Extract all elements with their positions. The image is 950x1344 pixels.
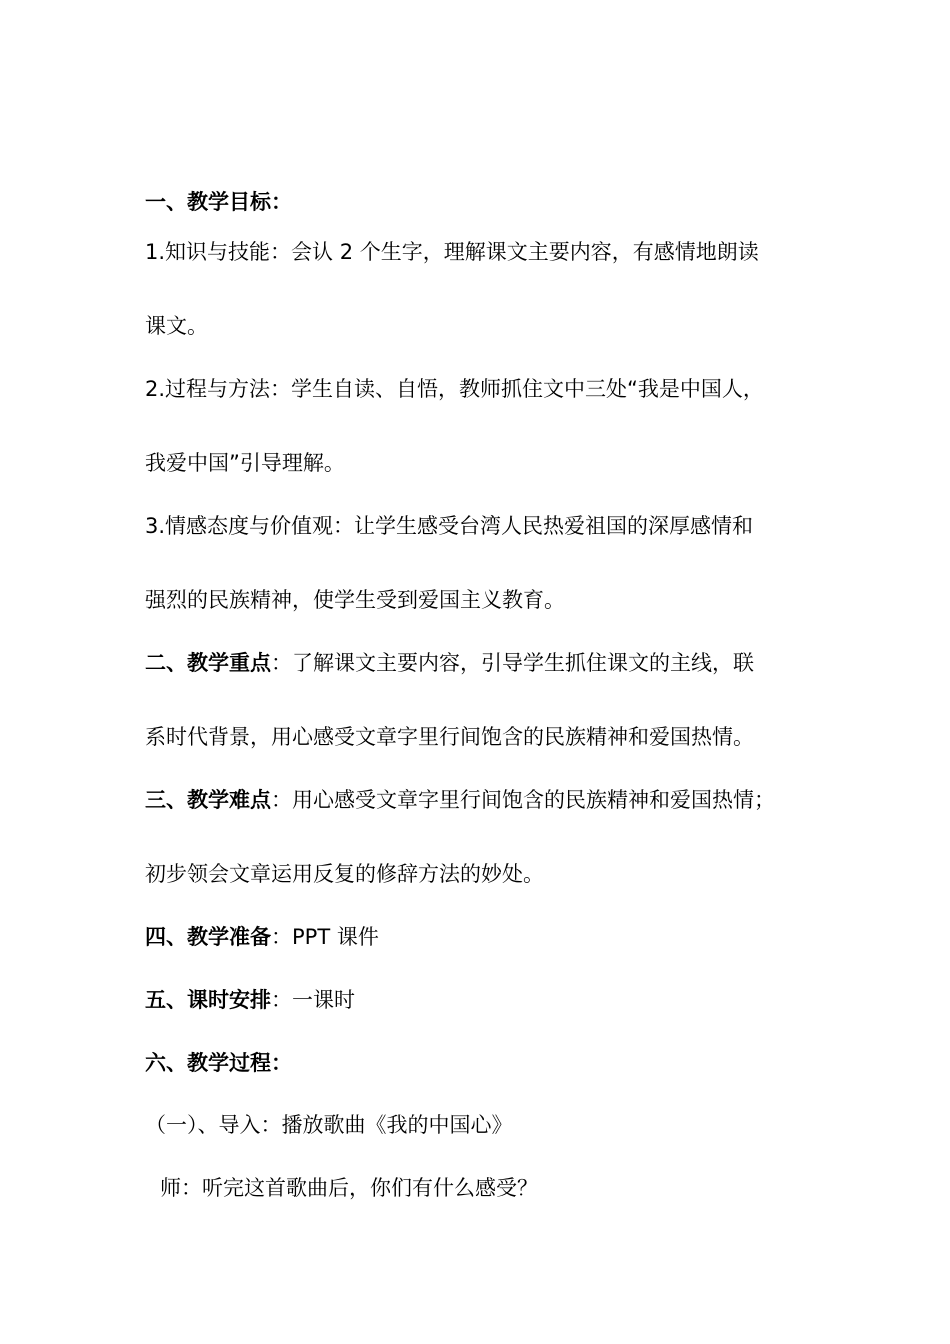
key-points-line-2: 系时代背景，用心感受文章字里行间饱含的民族精神和爱国热情。 — [145, 725, 754, 749]
preparation-label: 四、教学准备 — [145, 925, 271, 949]
schedule-text: ：一课时 — [271, 988, 355, 1012]
difficulties-line-2: 初步领会文章运用反复的修辞方法的妙处。 — [145, 862, 544, 886]
key-points-text: ：了解课文主要内容，引导学生抓住课文的主线，联 — [271, 651, 754, 675]
difficulties-label: 三、教学难点 — [145, 788, 271, 812]
objective-3-line-1: 3.情感态度与价值观：让学生感受台湾人民热爱祖国的深厚感情和 — [145, 514, 754, 538]
objective-2-line-1: 2.过程与方法：学生自读、自悟，教师抓住文中三处“我是中国人， — [145, 377, 764, 401]
objective-1-line-1: 1.知识与技能：会认 2 个生字，理解课文主要内容，有感情地朗读 — [145, 240, 759, 264]
key-points-label: 二、教学重点 — [145, 651, 271, 675]
difficulties-text: ：用心感受文章字里行间饱含的民族精神和爱国热情； — [271, 788, 775, 812]
teacher-question: 师：听完这首歌曲后，你们有什么感受？ — [160, 1176, 538, 1200]
objective-1-line-2: 课文。 — [145, 314, 208, 338]
preparation-line — [145, 922, 379, 952]
objective-2-line-2: 我爱中国”引导理解。 — [145, 451, 345, 475]
schedule-label: 五、课时安排 — [145, 988, 271, 1012]
objective-3-line-2: 强烈的民族精神，使学生受到爱国主义教育。 — [145, 588, 565, 612]
schedule-line — [145, 985, 355, 1015]
process-heading: 六、教学过程： — [145, 1051, 292, 1075]
difficulties-line-1 — [145, 785, 775, 815]
key-points-line-1 — [145, 648, 754, 678]
process-intro: （一）、导入：播放歌曲《我的中国心》 — [145, 1113, 513, 1137]
objectives-heading: 一、教学目标： — [145, 190, 292, 214]
preparation-text: ：PPT 课件 — [271, 925, 379, 949]
